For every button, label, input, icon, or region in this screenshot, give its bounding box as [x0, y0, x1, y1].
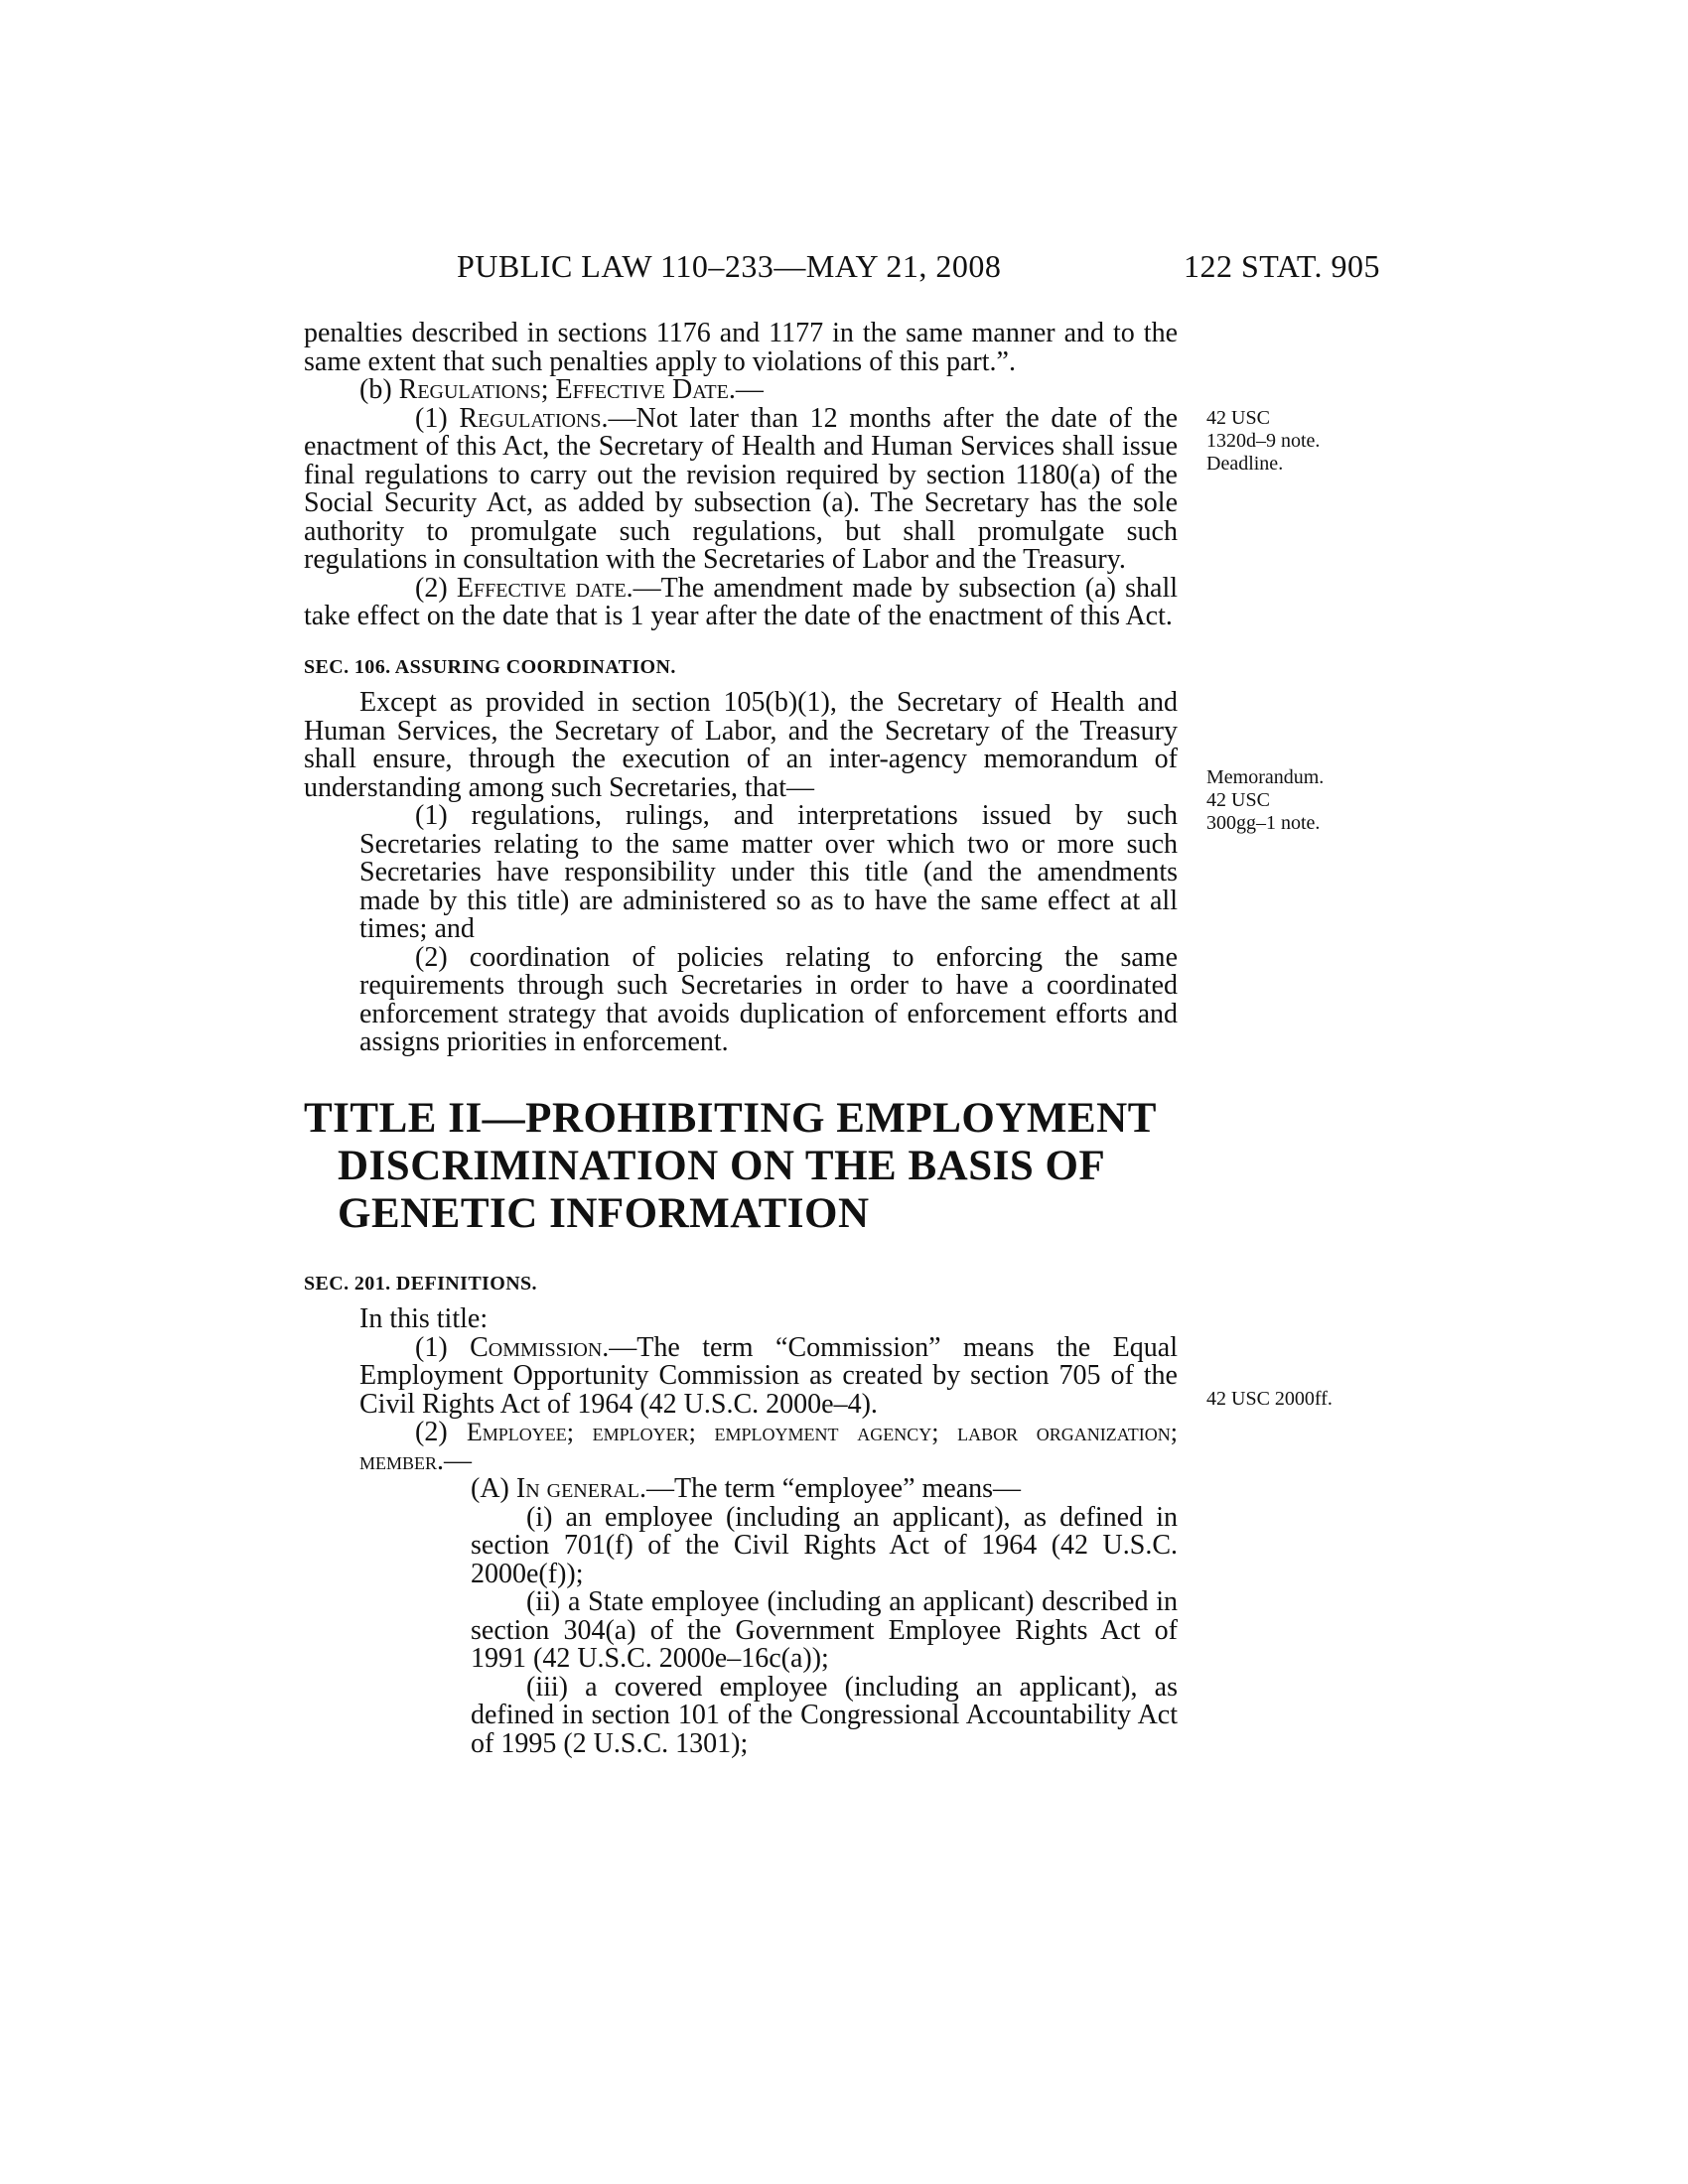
margin-note-line: 42 USC [1206, 407, 1270, 429]
section-106-item-1 [359, 802, 1178, 944]
title-ii-heading [304, 1095, 1178, 1238]
subsection-label: (b) [359, 374, 399, 405]
title-line: DISCRIMINATION ON THE BASIS OF [338, 1142, 1106, 1189]
paragraph-text: .—Not later than 12 months after the date of the enactment of this Act, the Secretary of Health and Human Services shall issue final regulations to carry out the revision required by section 1180(a) of the Social Security Act, as added by subsection (a). The Secretary has the sole authority to promulgate such regulations, but shall promulgate such regulations in consultation with the Secretaries of Labor and the Treasury. [304, 402, 1178, 575]
section-106-heading: SEC. 106. ASSURING COORDINATION. [304, 655, 676, 678]
definition-title: In general [515, 1473, 639, 1504]
definition-label: (1) [415, 1331, 471, 1363]
margin-note-usc-1320d [1206, 407, 1320, 476]
running-head: PUBLIC LAW 110–233—MAY 21, 2008 [457, 248, 1002, 284]
margin-note-line: 1320d–9 note. [1206, 430, 1321, 452]
margin-note-line: 300gg–1 note. [1206, 812, 1321, 834]
item-text: (1) regulations, rulings, and interpretations issued by such Secretaries relating to the same matter over which two or more such Secretaries have responsibility under this title (and the amendments made by this title) are administered so as to have the same effect at all times; and [359, 800, 1178, 944]
paragraph-b2 [304, 572, 1179, 631]
paragraph-b1 [304, 402, 1178, 575]
title-line: GENETIC INFORMATION [338, 1189, 870, 1237]
paragraph-label: (2) [415, 572, 457, 604]
subsection-title: Regulations; Effective Date [398, 374, 729, 405]
paragraph-continuation: penalties described in sections 1176 and 1177 in the same manner and to the same extent that such penalties apply to violations of this part.”. [304, 318, 1178, 377]
paragraph-title: Effective date [456, 572, 627, 604]
statute-body [304, 320, 1178, 1758]
paragraph-text: .—The amendment made by subsection (a) shall take effect on the date that is 1 year after the date of the enactment of this Act. [304, 572, 1179, 631]
definition-text: .—The term “employee” means— [638, 1473, 1022, 1504]
section-201-intro: In this title: [359, 1303, 489, 1334]
subsection-dash: .— [728, 374, 764, 405]
section-106-intro: Except as provided in section 105(b)(1), the Secretary of Health and Human Services, the Secretary of Labor, and the Secretary of the Treasury shall ensure, through the execution of an inter-agency memorandum of understanding among such Secretaries, that— [304, 687, 1178, 803]
paragraph-label: (1) [415, 402, 460, 434]
section-201-heading: SEC. 201. DEFINITIONS. [304, 1272, 537, 1295]
paragraph-title: Regulations [459, 402, 602, 434]
margin-note-usc-2000ff [1206, 1388, 1333, 1411]
margin-note-line: 42 USC [1206, 789, 1270, 811]
definition-label: (A) [471, 1473, 516, 1504]
definition-2-heading [359, 1419, 1178, 1475]
definition-label: (2) [415, 1417, 467, 1447]
definition-2a-i: (i) an employee (including an applicant), as defined in section 701(f) of the Civil Rights Act of 1964 (42 U.S.C. 2000e(f)); [471, 1501, 1178, 1589]
item-text: (2) coordination of policies relating to enforcing the same requirements through such Secretaries in order to have a coordinated enforcement strategy that avoids duplication of enforcement efforts and assigns priorities in enforcement. [359, 941, 1178, 1057]
margin-note-memorandum [1206, 766, 1324, 835]
definition-2a-iii: (iii) a covered employee (including an applicant), as defined in section 101 of the Congressional Accountability Act of 1995 (2 U.S.C. 1301); [471, 1671, 1178, 1759]
stat-page-number: 122 STAT. 905 [1183, 248, 1380, 284]
page-header [457, 246, 1380, 286]
margin-note-line: Memorandum. [1206, 766, 1325, 788]
title-line: TITLE II—PROHIBITING EMPLOYMENT [304, 1094, 1157, 1142]
definition-dash: .— [437, 1444, 473, 1476]
definition-1 [359, 1331, 1178, 1420]
definition-text: .—The term “Commission” means the Equal Employment Opportunity Commission as created by section 705 of the Civil Rights Act of 1964 (42 U.S.C. 2000e–4). [359, 1331, 1178, 1420]
section-106-item-2 [359, 941, 1178, 1057]
subsection-b-heading [304, 376, 1178, 405]
definition-title: Commission [470, 1331, 603, 1363]
definition-2a-heading [415, 1475, 1178, 1504]
margin-note-line: Deadline. [1206, 453, 1284, 475]
definition-title: Employee; employer; employment agency; labor organization; member [359, 1418, 1178, 1475]
margin-note-line: 42 USC 2000ff. [1206, 1388, 1333, 1410]
definition-2a-ii: (ii) a State employee (including an applicant) described in section 304(a) of the Government Employee Rights Act of 1991 (42 U.S.C. 2000e–16c(a)); [471, 1586, 1178, 1674]
